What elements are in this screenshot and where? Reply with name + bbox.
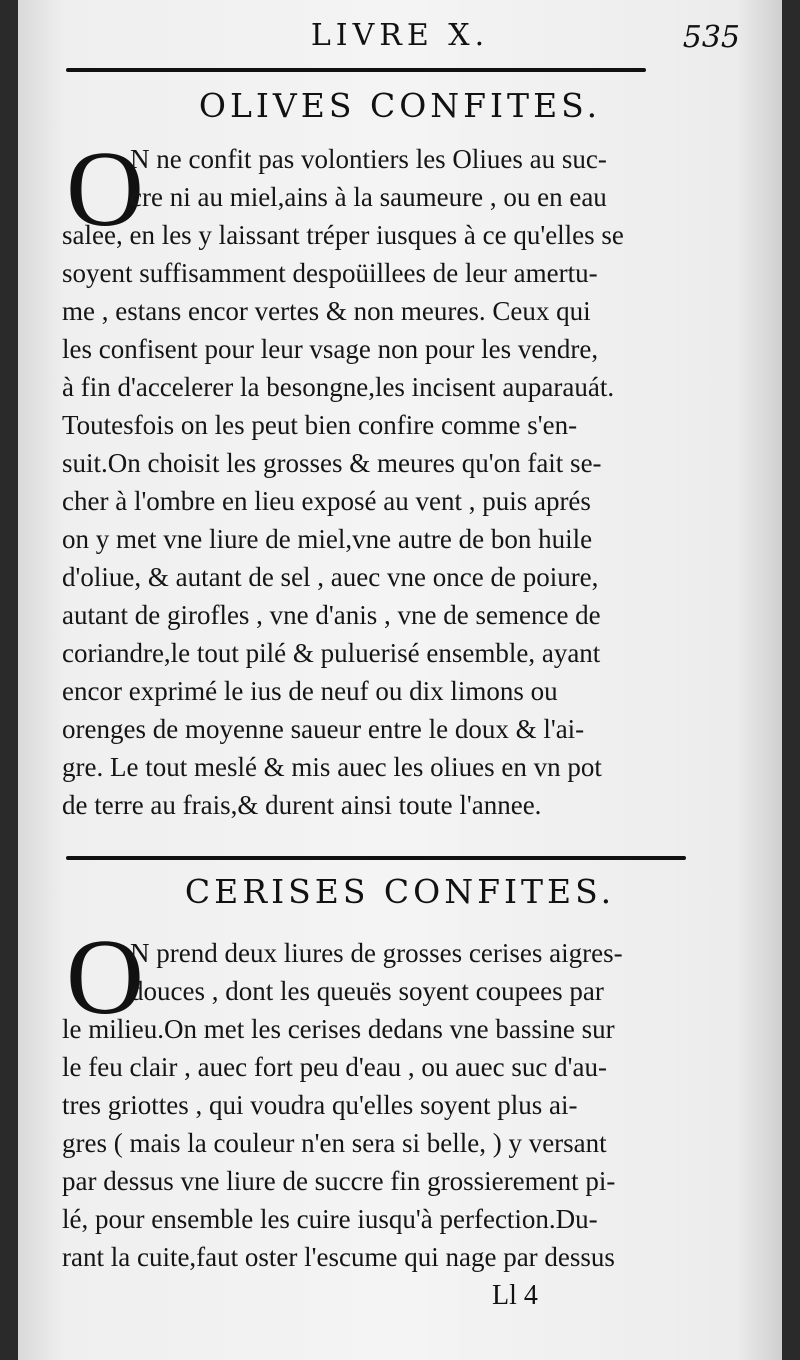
running-header	[18, 18, 782, 58]
drop-cap: O	[66, 918, 144, 1037]
text-line: coriandre,le tout pilé & puluerisé ensemble, ayant	[62, 638, 601, 668]
text-line: gres ( mais la couleur n'en sera si belle, ) y versant	[62, 1128, 607, 1158]
text-line: orenges de moyenne saueur entre le doux & l'ai-	[62, 714, 585, 744]
section-rule	[66, 856, 686, 860]
book-page	[18, 0, 782, 1360]
text-line: autant de girofles , vne d'anis , vne de semence de	[62, 600, 601, 630]
text-line: le feu clair , auec fort peu d'eau , ou auec suc d'au-	[62, 1052, 607, 1082]
text-line: N prend deux liures de grosses cerises aigres-	[130, 938, 623, 968]
text-line: salee, en les y laissant tréper iusques à ce qu'elles se	[62, 220, 624, 250]
text-line: N ne confit pas volontiers les Oliues au suc-	[130, 144, 607, 174]
text-line: douces , dont les queuës soyent coupees par	[130, 976, 604, 1006]
text-line: d'oliue, & autant de sel , auec vne once de poiure,	[62, 562, 599, 592]
header-rule	[66, 68, 646, 72]
text-line: cre ni au miel,ains à la saumeure , ou en eau	[130, 182, 607, 212]
text-line: encor exprimé le ius de neuf ou dix limons ou	[62, 676, 558, 706]
text-line: on y met vne liure de miel,vne autre de bon huile	[62, 524, 593, 554]
text-line: suit.On choisit les grosses & meures qu'on fait se-	[62, 448, 602, 478]
text-line: me , estans encor vertes & non meures. Ceux qui	[62, 296, 591, 326]
text-line: soyent suffisamment despoüillees de leur amertu-	[62, 258, 598, 288]
text-line: tres griottes , qui voudra qu'elles soyent plus ai-	[62, 1090, 578, 1120]
text-line: cher à l'ombre en lieu exposé au vent , puis aprés	[62, 486, 591, 516]
text-line: Toutesfois on les peut bien confire comme s'en-	[62, 410, 578, 440]
text-line: les confisent pour leur vsage non pour les vendre,	[62, 334, 599, 364]
text-line: rant la cuite,faut oster l'escume qui nage par dessus	[62, 1242, 615, 1272]
drop-cap: O	[66, 130, 144, 249]
section-title-olives: OLIVES CONFITES.	[198, 86, 602, 125]
text-line: à fin d'accelerer la besongne,les incisent auparauát.	[62, 372, 615, 402]
text-line: par dessus vne liure de succre fin grossierement pi-	[62, 1166, 616, 1196]
text-line: gre. Le tout meslé & mis auec les oliues en vn pot	[62, 752, 602, 782]
text-line: de terre au frais,& durent ainsi toute l'annee.	[62, 790, 542, 820]
running-title: LIVRE X.	[310, 18, 490, 53]
signature-mark: Ll 4	[492, 1280, 538, 1311]
text-line: le milieu.On met les cerises dedans vne bassine sur	[62, 1014, 615, 1044]
section-title-cerises: CERISES CONFITES.	[184, 872, 616, 911]
page-number: 535	[682, 20, 740, 55]
text-line: lé, pour ensemble les cuire iusqu'à perfection.Du-	[62, 1204, 598, 1234]
